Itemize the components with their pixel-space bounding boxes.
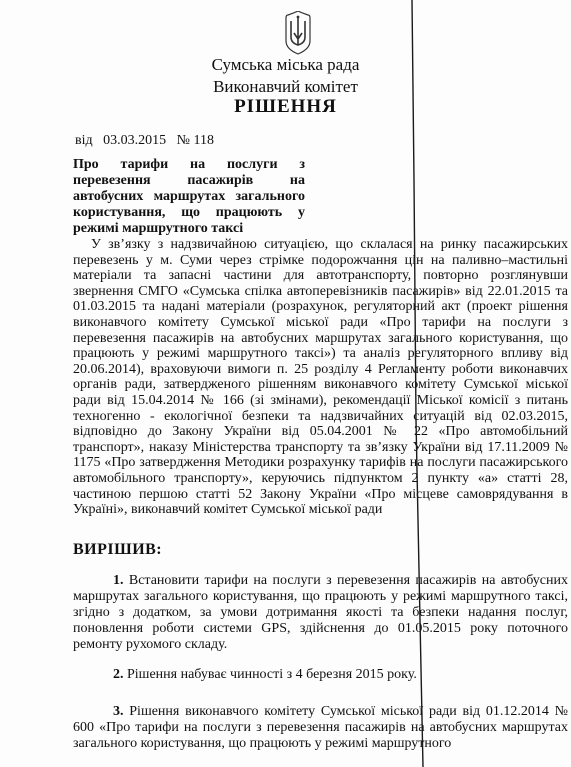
resolution-item-2 bbox=[73, 667, 568, 683]
preamble-text: У зв’язку з надзвичайною ситуацією, що склалася на ринку пасажирських перевезень у м. Суми через стрімке подорожчання цін на паливно–мастильні матеріали та запасні частини для автотранспорту, повторно розглянувши звернення СМГО «Сумська спілка автоперевізників пасажирів» від 22.01.2015 та 01.03.2015 та надані матеріали (розрахунок, регуляторний акт (проект рішення виконавчого комітету Сумської міської ради «Про тарифи на послуги з перевезення пасажирів на автобусних маршрутах загального користування, що працюють у режимі маршрутного таксі») та аналіз регуляторного впливу від 20.06.2014), враховуючи вимоги п. 25 розділу 4 Регламенту роботи виконавчих органів ради, затвердженого рішенням виконавчого комітету Сумської міської ради від 15.04.2014 № 166 (зі змінами), рекомендації Міської комісії з питань техногенно - екологічної безпеки та надзвичайних ситуацій від 02.03.2015, відповідно до Закону України від 05.04.2001 № 22 «Про автомобільний транспорт», наказу Міністерства транспорту та зв’язку України від 17.11.2009 № 1175 «Про затвердження Методики розрахунку тарифів на послуги пасажирського автомобільного транспорту», керуючись підпунктом 2 пункту «а» статті 28, частиною першою статті 52 Закону України «Про місцеве самоврядування в Україні», виконавчий комітет Сумської міської ради bbox=[73, 237, 568, 518]
committee-title: Виконавчий комітет bbox=[213, 77, 358, 96]
item-text: Рішення набуває чинності з 4 березня 2015 року. bbox=[127, 667, 417, 682]
trident-emblem-icon bbox=[285, 11, 311, 55]
resolved-heading: ВИРІШИВ: bbox=[73, 541, 163, 558]
item-number: 2. bbox=[113, 667, 124, 682]
document-type-title: РІШЕННЯ bbox=[234, 96, 337, 117]
decision-subject: Про тарифи на послуги з перевезення пасажирів на автобусних маршрутах загального користування, що працюють у режимі маршрутного таксі bbox=[73, 157, 305, 236]
resolution-item-3 bbox=[73, 704, 568, 752]
preamble-paragraph bbox=[73, 237, 568, 518]
council-title: Сумська міська рада bbox=[211, 55, 360, 74]
date-number-line: від 03.03.2015 № 118 bbox=[75, 133, 214, 148]
item-text: Встановити тарифи на послуги з перевезення пасажирів на автобусних маршрутах загального користування, що працюють у режимі маршрутного таксі, згідно з додатком, за умови дотримання якості та безпеки надання послуг, поновлення роботи системи GPS, здійснення до 01.05.2015 року поточного ремонту рухомого складу. bbox=[73, 573, 568, 652]
item-text: Рішення виконавчого комітету Сумської міської ради від 01.12.2014 № 600 «Про тарифи на послуги з перевезення пасажирів на автобусних маршрутах загального користування, що працюють у режимі маршрутного bbox=[73, 704, 569, 751]
item-number: 3. bbox=[113, 704, 124, 719]
resolution-item-1 bbox=[73, 573, 568, 653]
item-number: 1. bbox=[113, 573, 124, 588]
